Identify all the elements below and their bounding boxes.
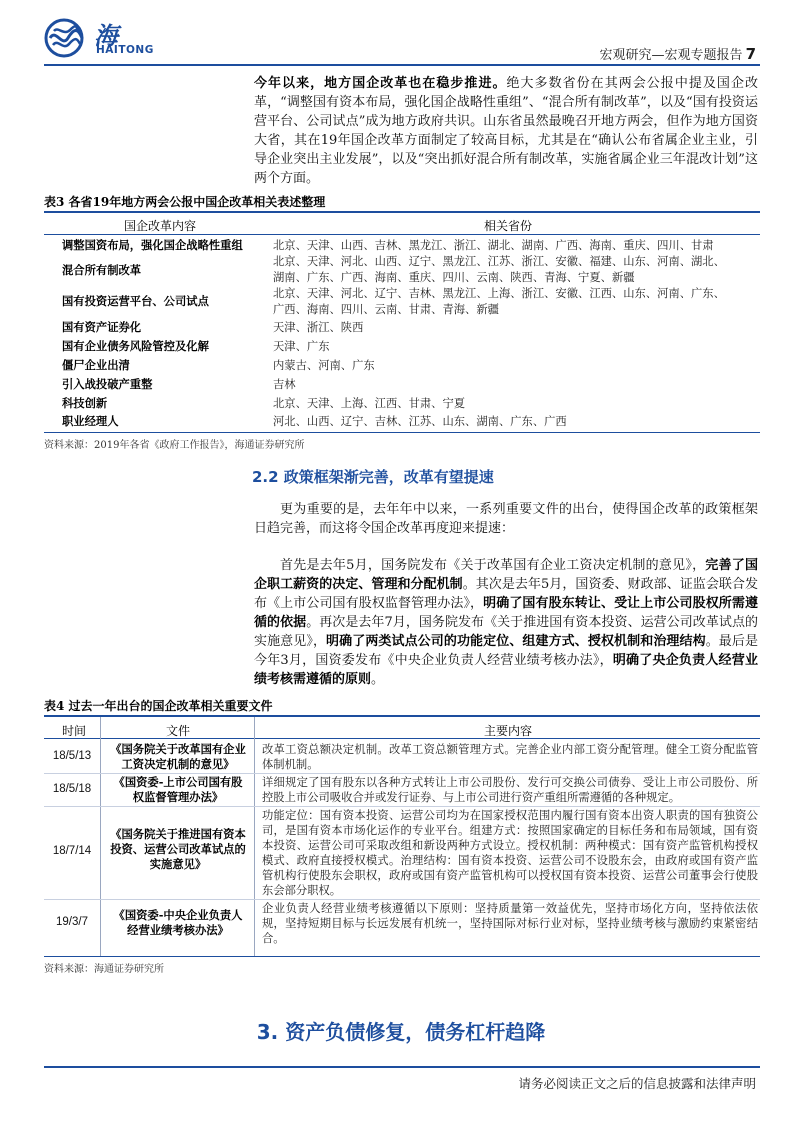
table-row-content: 国有资产证券化 bbox=[62, 320, 142, 334]
table-3-caption: 表3 各省19年地方两会公报中国企改革相关表述整理 bbox=[44, 195, 326, 209]
table-row-content: 职业经理人 bbox=[62, 414, 119, 428]
table-row-provinces: 北京、天津、河北、山西、辽宁、黑龙江、江苏、浙江、安徽、福建、山东、河南、湖北、 bbox=[273, 255, 725, 268]
section-2-2-heading: 2.2 政策框架渐完善，改革有望提速 bbox=[252, 468, 494, 486]
table-4-col-doc-header: 文件 bbox=[166, 724, 191, 738]
report-title bbox=[600, 44, 756, 63]
page-number: 7 bbox=[745, 45, 756, 63]
table-4-col-time-header: 时间 bbox=[62, 724, 87, 738]
table-row-separator bbox=[44, 773, 760, 774]
paragraph-3-bold: 明确了两类试点公司的功能定位、组建方式、授权机制和治理结构 bbox=[326, 634, 706, 649]
table-row-content: 科技创新 bbox=[62, 396, 108, 410]
table-row-provinces: 湖南、广东、广西、海南、重庆、四川、云南、陕西、青海、宁夏、新疆 bbox=[273, 271, 635, 284]
paragraph-2: 更为重要的是，去年年中以来，一系列重要文件的出台，使得国企改革的政策框架日趋完善，而这将令国企改革再度迎来提速： bbox=[254, 502, 758, 536]
table-row-separator bbox=[44, 899, 760, 900]
table-4-header-rule bbox=[44, 738, 760, 739]
table-row-time: 19/3/7 bbox=[56, 916, 88, 928]
table-row-provinces: 北京、天津、上海、江西、甘肃、宁夏 bbox=[273, 397, 466, 410]
table-row-content: 僵尸企业出清 bbox=[62, 358, 130, 372]
table-3-source: 资料来源：2019年各省《政府工作报告》，海通证券研究所 bbox=[44, 440, 305, 451]
table-row-time: 18/5/13 bbox=[52, 750, 92, 762]
table-row-content: 引入战投破产重整 bbox=[62, 377, 153, 391]
paragraph-3-segment: 。最后是今年3月，国资委发布《中央企业负责人经营业绩考核办法》， bbox=[254, 634, 758, 668]
intro-lead: 今年以来，地方国企改革也在稳步推进。 bbox=[254, 76, 507, 91]
logo-english-text: HAITONG bbox=[96, 44, 154, 56]
table-4-col-divider bbox=[254, 717, 255, 956]
table-row-provinces: 内蒙古、河南、广东 bbox=[273, 359, 375, 372]
table-row-time: 18/5/18 bbox=[52, 783, 92, 795]
table-row-provinces: 北京、天津、山西、吉林、黑龙江、浙江、湖北、湖南、广西、海南、重庆、四川、甘肃 bbox=[273, 239, 714, 252]
table-4-col-divider bbox=[100, 717, 101, 956]
table-row-content: 混合所有制改革 bbox=[62, 263, 142, 277]
table-row-provinces: 天津、浙江、陕西 bbox=[273, 321, 364, 334]
table-row-content: 调整国资布局，强化国企战略性重组 bbox=[62, 238, 243, 252]
table-row-doc: 《国资委-上市公司国有股权监督管理办法》 bbox=[113, 775, 243, 804]
table-row-doc: 《国务院关于推进国有资本投资、运营公司改革试点的实施意见》 bbox=[110, 827, 246, 871]
table-row-provinces: 吉林 bbox=[273, 378, 296, 391]
intro-text: 绝大多数省份在其两会公报中提及国企改革，“调整国有资本布局，强化国企战略性重组”、“混合所有制改革”，以及“国有投资运营平台、公司试点”成为地方政府共识。山东省虽然最晚召开地方两会，但作为地方国资大省，其在19年国企改革方面制定了较高目标，尤其是在“确认公布省属企业主业，引导企业突出主业发展”，以及“突出抓好混合所有制改革，实施省属企业三年混改计划”这两个方面。 bbox=[254, 76, 758, 186]
paragraph-3-bold: 明确了国有股东转让、受让上市公司股权所需遵循的依据 bbox=[254, 596, 758, 630]
paragraph-3-bold: 完善了国企职工薪资的决定、管理和分配机制 bbox=[254, 558, 758, 592]
paragraph-3-segment: 。 bbox=[371, 672, 385, 687]
logo-chinese-text: 海 bbox=[94, 22, 119, 50]
paragraph-3-bold: 明确了央企负责人经营业绩考核需遵循的原则 bbox=[254, 653, 758, 687]
table-3-col1-header: 国企改革内容 bbox=[124, 219, 197, 233]
table-row-doc: 《国资委-中央企业负责人经营业绩考核办法》 bbox=[113, 908, 243, 937]
table-4-bottom-rule bbox=[44, 956, 760, 957]
table-3-col2-header: 相关省份 bbox=[484, 219, 533, 233]
table-row-content: 国有企业债务风险管控及化解 bbox=[62, 339, 209, 353]
paragraph-3-segment: 。再次是去年7月，国务院发布《关于推进国有资本投资、运营公司改革试点的实施意见》， bbox=[254, 615, 758, 649]
intro-paragraph bbox=[254, 74, 758, 188]
table-3-top-rule bbox=[44, 211, 760, 213]
table-row-content: 详细规定了国有股东以各种方式转让上市公司股份、发行可交换公司债券、受让上市公司股份、所控股上市公司吸收合并或发行证券、与上市公司进行资产重组所需遵循的各种规定。 bbox=[262, 776, 758, 804]
paragraph-3 bbox=[254, 556, 758, 689]
page-header bbox=[0, 0, 802, 70]
table-row-content: 国有投资运营平台、公司试点 bbox=[62, 294, 209, 308]
table-row-content: 改革工资总额决定机制。改革工资总额管理方式。完善企业内部工资分配管理。健全工资分配监管体制机制。 bbox=[262, 743, 758, 771]
header-rule bbox=[44, 64, 760, 66]
table-row-provinces: 河北、山西、辽宁、吉林、江苏、山东、湖南、广东、广西 bbox=[273, 415, 567, 428]
table-row-doc: 《国务院关于改革国有企业工资决定机制的意见》 bbox=[110, 742, 246, 771]
haitong-logo-icon bbox=[44, 18, 90, 58]
paragraph-3-segment: 首先是去年5月，国务院发布《关于改革国有企业工资决定机制的意见》， bbox=[280, 558, 706, 573]
table-3-header-rule bbox=[44, 234, 760, 235]
table-row-content: 功能定位：国有资本投资、运营公司均为在国家授权范围内履行国有资本出资人职责的国有独资公司，是国有资本市场化运作的专业平台。组建方式：按照国家确定的目标任务和布局领域，国有资本投资、运营公司可采取改组和新设两种方式设立。授权机制：两种模式：国有资产监管机构授权模式、政府直接授权模式。治理结构：国有资本投资、运营公司不设股东会，由政府或国有资产监管机构行使股东会职权，政府或国有资产监管机构可以授权国有资本投资、运营公司董事会行使股东会部分职权。 bbox=[262, 809, 758, 897]
table-4-caption: 表4 过去一年出台的国企改革相关重要文件 bbox=[44, 699, 273, 713]
table-3-bottom-rule bbox=[44, 432, 760, 433]
report-title-text: 宏观研究—宏观专题报告 bbox=[599, 48, 743, 63]
table-row-provinces: 北京、天津、河北、辽宁、吉林、黑龙江、上海、浙江、安徽、江西、山东、河南、广东、 bbox=[273, 287, 725, 300]
table-row-provinces: 广西、海南、四川、云南、甘肃、青海、新疆 bbox=[273, 303, 499, 316]
table-4-top-rule bbox=[44, 715, 760, 717]
section-3-heading: 3. 资产负债修复，债务杠杆趋降 bbox=[256, 1020, 546, 1044]
table-4-col-content-header: 主要内容 bbox=[484, 724, 533, 738]
paragraph-3-segment: 。其次是去年5月，国资委、财政部、证监会联合发布《上市公司国有股权监督管理办法》， bbox=[254, 577, 758, 611]
table-row-separator bbox=[44, 806, 760, 807]
table-row-provinces: 天津、广东 bbox=[273, 340, 330, 353]
footer-disclaimer: 请务必阅读正文之后的信息披露和法律声明 bbox=[518, 1076, 756, 1091]
table-row-time: 18/7/14 bbox=[52, 845, 92, 857]
table-4-source: 资料来源：海通证券研究所 bbox=[44, 964, 164, 975]
table-row-content: 企业负责人经营业绩考核遵循以下原则：坚持质量第一效益优先，坚持市场化方向，坚持依法依规，坚持短期目标与长远发展有机统一，坚持国际对标行业对标，坚持业绩考核与激励约束紧密结合。 bbox=[262, 902, 758, 945]
footer-rule bbox=[44, 1066, 760, 1068]
